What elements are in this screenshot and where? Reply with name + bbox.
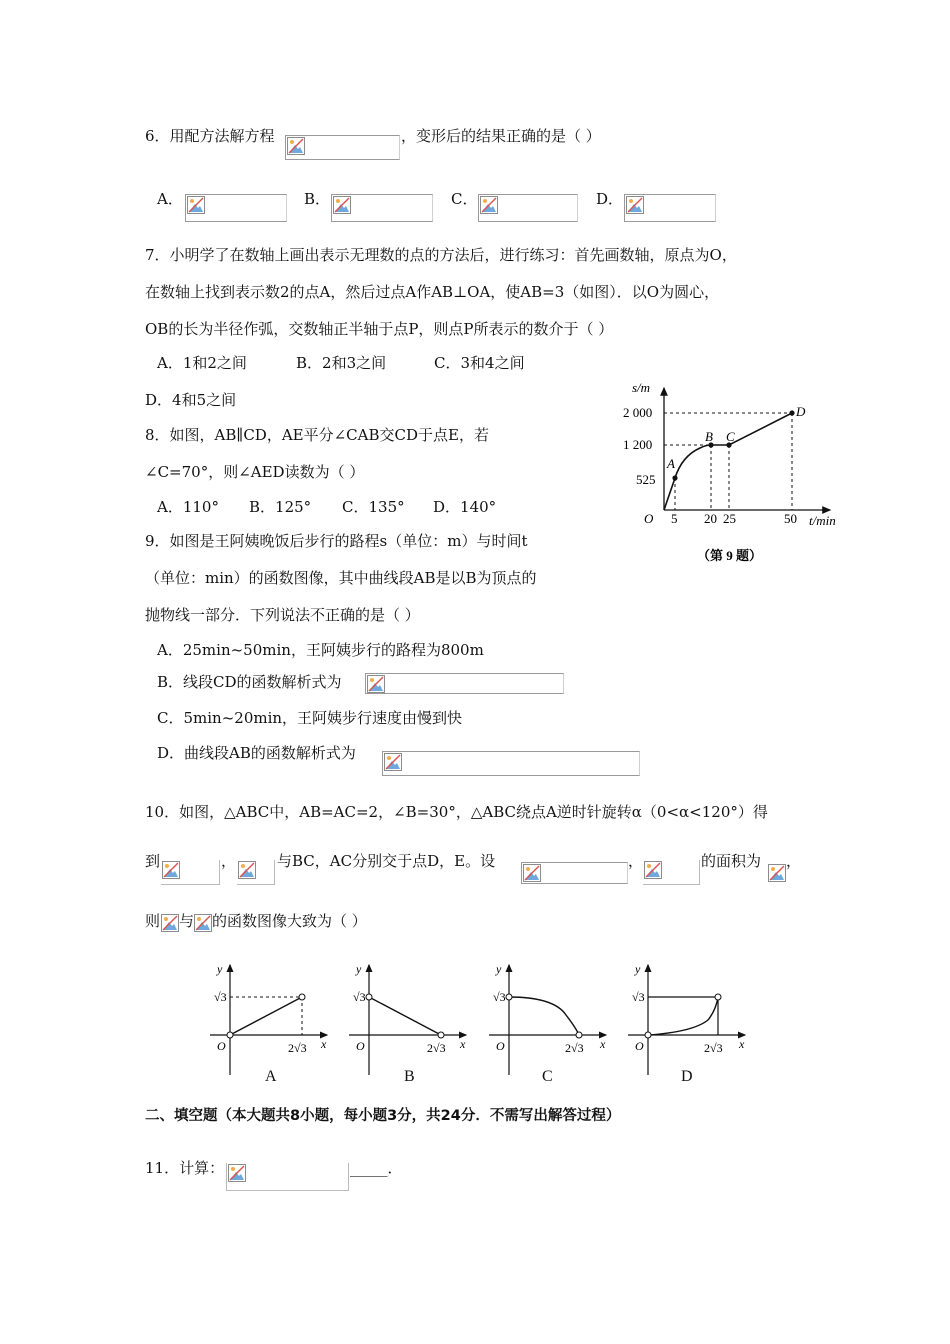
- fig9-label-c: C: [726, 429, 735, 444]
- fig9-point-d: [789, 410, 794, 415]
- q10-variable-image: [521, 862, 628, 884]
- q10-graph-label-a: A: [265, 1068, 277, 1085]
- svg-text:√3: √3: [214, 990, 227, 1004]
- q8-option-a: A．110°: [157, 498, 219, 516]
- fig9-ytick-525: 525: [636, 472, 656, 487]
- q6-option-d-image: [624, 194, 716, 222]
- svg-text:2√3: 2√3: [427, 1041, 446, 1055]
- svg-text:O: O: [217, 1039, 226, 1053]
- svg-text:O: O: [635, 1039, 644, 1053]
- q9-option-a: A．25min~50min，王阿姨步行的路程为800m: [157, 641, 484, 659]
- q9-figure-graph: [620, 378, 860, 573]
- q7-option-b: B．2和3之间: [296, 354, 387, 372]
- svg-text:x: x: [460, 1037, 466, 1051]
- q10-line-2-e: 的面积为: [701, 852, 762, 870]
- fig9-point-a: [672, 475, 677, 480]
- svg-text:√3: √3: [353, 990, 366, 1004]
- q8-option-b: B．125°: [249, 498, 312, 516]
- q7-line-2: 在数轴上找到表示数2的点A，然后过点A作AB⊥OA，使AB=3（如图）．以O为圆心，: [145, 283, 720, 301]
- q7-option-a: A．1和2之间: [157, 354, 247, 372]
- q9-option-b-formula-image: [365, 673, 564, 694]
- fig9-xtick-50: 50: [784, 511, 797, 526]
- fig9-label-d: D: [796, 404, 806, 419]
- q7-line-3: OB的长为半径作弧，交数轴正半轴于点P，则点P所表示的数介于（ ）: [145, 320, 614, 338]
- fig9-label-b: B: [705, 429, 713, 444]
- q6-option-b-label: B．: [304, 190, 331, 208]
- q10-line-2-c: 与BC，AC分别交于点D，E。设: [277, 852, 496, 870]
- q6-equation-image: [285, 135, 400, 160]
- q10-line-1: 10．如图，△ABC中，AB=AC=2，∠B=30°，△ABC绕点A逆时针旋转α（0<α<120°）得: [145, 803, 768, 821]
- q11-prefix: 11．计算：: [145, 1159, 225, 1177]
- fig9-xtick-25: 25: [723, 511, 736, 526]
- q6-option-a-label: A．: [157, 190, 183, 208]
- q8-line-1: 8．如图，AB∥CD，AE平分∠CAB交CD于点E，若: [145, 426, 489, 444]
- q6-option-c-image: [478, 194, 578, 222]
- q10-graph-c: [484, 960, 614, 1085]
- q10-graph-d: [623, 960, 753, 1085]
- q9-option-d: D．曲线段AB的函数解析式为: [157, 744, 356, 762]
- q9-option-d-formula-image: [382, 751, 640, 776]
- q6-option-b-image: [331, 194, 433, 222]
- q8-option-c: C．135°: [342, 498, 405, 516]
- q10-graph-b: [344, 960, 474, 1085]
- q10-graph-a: [205, 960, 335, 1085]
- q10-graph-label-c: C: [542, 1068, 553, 1085]
- svg-text:2√3: 2√3: [704, 1041, 723, 1055]
- q10-line-3-c: 的函数图像大致为（ ）: [212, 912, 367, 930]
- svg-text:x: x: [600, 1037, 606, 1051]
- svg-text:√3: √3: [632, 990, 645, 1004]
- fig9-xlabel: t/min: [809, 513, 836, 528]
- q8-line-2: ∠C=70°，则∠AED读数为（ ）: [145, 463, 365, 481]
- q11-answer-blank: _____．: [350, 1159, 403, 1177]
- q7-option-c: C．3和4之间: [434, 354, 525, 372]
- q10-side-image: [237, 860, 275, 885]
- q10-x-image: [194, 914, 212, 932]
- q10-y-image-2: [161, 914, 179, 932]
- q10-line-2-f: ，: [786, 852, 802, 870]
- svg-text:x: x: [321, 1037, 327, 1051]
- fig9-xtick-5: 5: [671, 511, 678, 526]
- svg-text:x: x: [739, 1037, 745, 1051]
- q10-triangle-image: [643, 860, 700, 885]
- fig9-label-a: A: [667, 456, 675, 471]
- q9-line-1: 9．如图是王阿姨晚饭后步行的路程s（单位：m）与时间t: [145, 532, 528, 550]
- svg-text:y: y: [217, 962, 223, 976]
- svg-text:y: y: [635, 962, 641, 976]
- q10-line-2-b: ，: [221, 852, 237, 870]
- q6-option-a-image: [185, 194, 287, 222]
- fig9-caption: （第 9 题）: [697, 548, 763, 563]
- svg-text:O: O: [356, 1039, 365, 1053]
- fig9-ylabel: s/m: [632, 380, 651, 395]
- fig9-ytick-1200: 1 200: [623, 437, 653, 452]
- fig9-curve: [664, 413, 792, 510]
- q10-line-3-a: 则: [145, 912, 161, 930]
- fig9-ytick-2000: 2 000: [623, 405, 653, 420]
- q11-expression-image: [226, 1163, 349, 1191]
- fig9-origin: O: [644, 511, 654, 526]
- q10-line-2-a: 到: [145, 852, 161, 870]
- q10-graph-label-b: B: [404, 1068, 415, 1085]
- q10-line-2-d: ，: [628, 852, 644, 870]
- svg-text:y: y: [356, 962, 362, 976]
- svg-text:O: O: [496, 1039, 505, 1053]
- q9-line-2: （单位：min）的函数图像，其中曲线段AB是以B为顶点的: [145, 569, 537, 587]
- q9-option-b: B．线段CD的函数解析式为: [157, 673, 342, 691]
- svg-text:2√3: 2√3: [288, 1041, 307, 1055]
- q6-option-c-label: C．: [451, 190, 478, 208]
- q6-prefix: 6．用配方法解方程: [145, 127, 275, 145]
- q6-suffix: ，变形后的结果正确的是（ ）: [401, 127, 601, 145]
- fig9-xtick-20: 20: [704, 511, 717, 526]
- q7-line-1: 7．小明学了在数轴上画出表示无理数的点的方法后，进行练习：首先画数轴，原点为O，: [145, 246, 737, 264]
- q10-rotated-triangle-image: [161, 860, 220, 885]
- q7-option-d: D．4和5之间: [145, 391, 237, 409]
- q8-option-d: D．140°: [433, 498, 497, 516]
- q9-line-3: 抛物线一部分．下列说法不正确的是（ ）: [145, 606, 420, 624]
- q6-option-d-label: D．: [596, 190, 624, 208]
- svg-text:2√3: 2√3: [565, 1041, 584, 1055]
- q10-graph-label-d: D: [681, 1068, 693, 1085]
- q9-option-c: C．5min~20min，王阿姨步行速度由慢到快: [157, 709, 463, 727]
- q10-y-image: [768, 864, 786, 882]
- svg-text:√3: √3: [493, 990, 506, 1004]
- svg-text:y: y: [496, 962, 502, 976]
- q10-line-3-b: 与: [179, 912, 195, 930]
- section-2-title: 二、填空题（本大题共8小题，每小题3分，共24分．不需写出解答过程）: [145, 1108, 621, 1124]
